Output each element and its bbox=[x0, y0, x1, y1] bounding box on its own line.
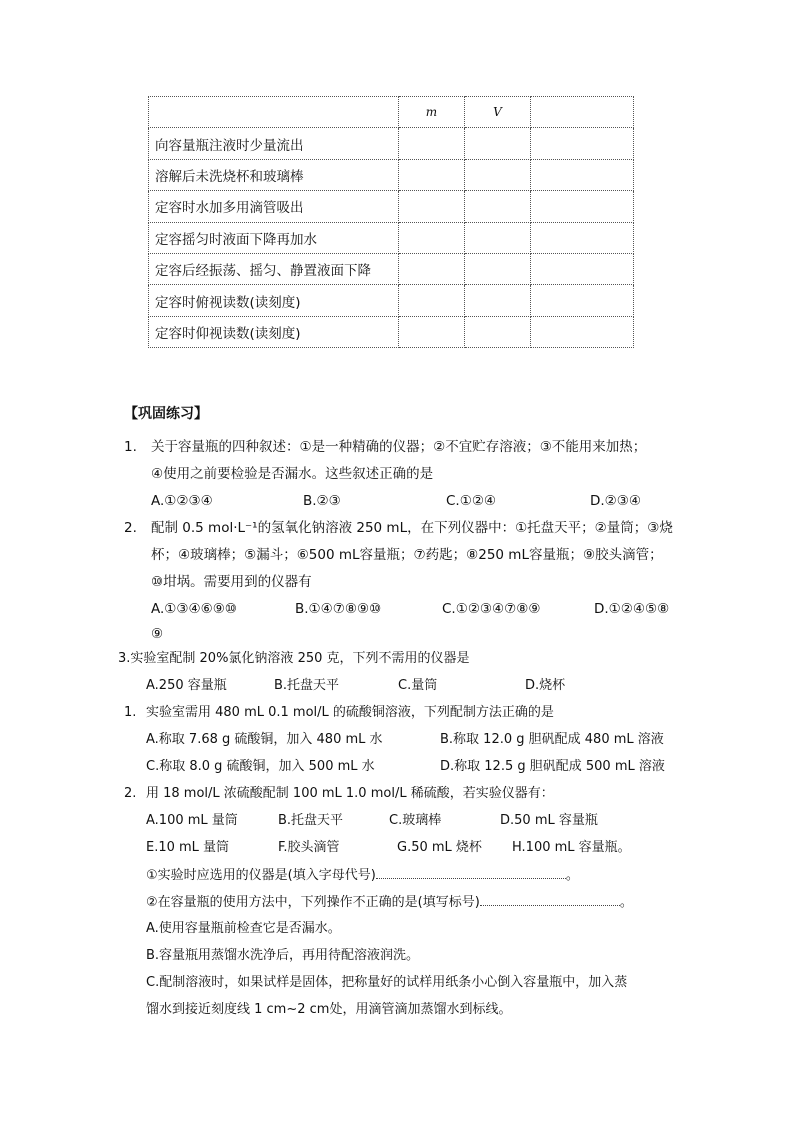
table-cell bbox=[465, 253, 531, 284]
option-f: F.胶头滴管 bbox=[278, 840, 340, 855]
error-analysis-table bbox=[148, 96, 634, 348]
table-header-cell bbox=[149, 97, 399, 128]
table-header-v: V bbox=[465, 97, 531, 128]
table-header-cell bbox=[531, 97, 634, 128]
table-row-label: 定容时仰视读数(读刻度) bbox=[149, 316, 399, 347]
question-number: 1. bbox=[124, 439, 137, 455]
table-row-label: 定容时俯视读数(读刻度) bbox=[149, 285, 399, 316]
sub-question-2-end: 。 bbox=[619, 895, 633, 910]
table-cell bbox=[399, 128, 465, 159]
table-row bbox=[149, 285, 634, 316]
option-d: D.②③④ bbox=[590, 493, 641, 509]
table-cell bbox=[531, 253, 634, 284]
option-b: B.称取 12.0 g 胆矾配成 480 mL 溶液 bbox=[440, 732, 664, 747]
question-number: 2. bbox=[124, 520, 137, 536]
option-a: A.250 容量瓶 bbox=[146, 678, 227, 693]
table-row bbox=[149, 316, 634, 347]
table-header-row bbox=[149, 97, 634, 128]
option-h: H.100 mL 容量瓶。 bbox=[512, 840, 631, 855]
table-cell bbox=[399, 159, 465, 190]
table-cell bbox=[465, 316, 531, 347]
option-c: C.量筒 bbox=[398, 678, 438, 693]
table-row bbox=[149, 191, 634, 222]
question-number: 2. bbox=[124, 786, 137, 801]
option-a: A.100 mL 量筒 bbox=[146, 813, 238, 828]
option-e: E.10 mL 量筒 bbox=[146, 840, 230, 855]
table-cell bbox=[465, 191, 531, 222]
question-number: 1. bbox=[124, 705, 137, 720]
table-cell bbox=[465, 222, 531, 253]
option-a: A.①②③④ bbox=[151, 493, 213, 509]
sub-question-2 bbox=[146, 893, 633, 912]
table-cell bbox=[531, 159, 634, 190]
table-cell bbox=[531, 285, 634, 316]
option-d: D.50 mL 容量瓶 bbox=[500, 813, 598, 828]
table-cell bbox=[531, 316, 634, 347]
option-c: C.配制溶液时，如果试样是固体，把称量好的试样用纸条小心倒入容量瓶中，加入蒸 bbox=[146, 975, 628, 990]
table-cell bbox=[531, 222, 634, 253]
question-text: 杯；④玻璃棒；⑤漏斗；⑥500 mL容量瓶；⑦药匙；⑧250 mL容量瓶；⑨胶头滴管； bbox=[151, 547, 663, 563]
table-cell bbox=[465, 159, 531, 190]
option-c-continued: 馏水到接近刻度线 1 cm~2 cm处，用滴管滴加蒸馏水到标线。 bbox=[146, 1002, 512, 1017]
table-row bbox=[149, 159, 634, 190]
option-c: C.称取 8.0 g 硫酸铜，加入 500 mL 水 bbox=[146, 759, 375, 774]
question-text: 关于容量瓶的四种叙述：①是一种精确的仪器；②不宜贮存溶液；③不能用来加热； bbox=[151, 439, 647, 455]
option-d: D.烧杯 bbox=[525, 678, 566, 693]
option-c: C.①②④ bbox=[446, 493, 497, 509]
answer-blank-2[interactable] bbox=[480, 893, 620, 906]
table-row bbox=[149, 128, 634, 159]
table-cell bbox=[399, 222, 465, 253]
table-header-m: m bbox=[399, 97, 465, 128]
option-c: C.玻璃棒 bbox=[389, 813, 442, 828]
table-row-label: 定容后经振荡、摇匀、静置液面下降 bbox=[149, 253, 399, 284]
answer-blank-1[interactable] bbox=[376, 866, 566, 879]
table-cell bbox=[465, 285, 531, 316]
table-row-label: 定容时水加多用滴管吸出 bbox=[149, 191, 399, 222]
table-row-label: 溶解后未洗烧杯和玻璃棒 bbox=[149, 159, 399, 190]
sub-question-2-text: ②在容量瓶的使用方法中，下列操作不正确的是(填写标号) bbox=[146, 895, 480, 910]
option-b: B.①④⑦⑧⑨⑩ bbox=[295, 601, 382, 617]
option-b: B.托盘天平 bbox=[278, 813, 344, 828]
option-b: B.容量瓶用蒸馏水洗净后，再用待配溶液润洗。 bbox=[146, 948, 420, 963]
question-text: 实验室需用 480 mL 0.1 mol/L 的硫酸铜溶液，下列配制方法正确的是 bbox=[146, 705, 554, 720]
question-text: 用 18 mol/L 浓硫酸配制 100 mL 1.0 mol/L 稀硫酸，若实验仪器有： bbox=[146, 786, 554, 801]
question-text: 3.实验室配制 20%氯化钠溶液 250 克，下列不需用的仪器是 bbox=[118, 651, 470, 666]
option-g: G.50 mL 烧杯 bbox=[397, 840, 482, 855]
section-title: 【巩固练习】 bbox=[124, 406, 208, 422]
table-cell bbox=[399, 253, 465, 284]
option-a: A.称取 7.68 g 硫酸铜，加入 480 mL 水 bbox=[146, 732, 383, 747]
question-text: ④使用之前要检验是否漏水。这些叙述正确的是 bbox=[151, 466, 434, 482]
table-cell bbox=[399, 191, 465, 222]
option-d: D.称取 12.5 g 胆矾配成 500 mL 溶液 bbox=[440, 759, 665, 774]
option-b: B.②③ bbox=[303, 493, 341, 509]
question-text: ⑩坩埚。需要用到的仪器有 bbox=[151, 574, 312, 590]
table-cell bbox=[399, 316, 465, 347]
table-cell bbox=[399, 285, 465, 316]
sub-question-1-text: ①实验时应选用的仪器是(填入字母代号) bbox=[146, 868, 376, 883]
option-d-wrap: ⑨ bbox=[151, 626, 164, 642]
table-cell bbox=[531, 128, 634, 159]
sub-question-1 bbox=[146, 866, 579, 885]
option-c: C.①②③④⑦⑧⑨ bbox=[442, 601, 541, 617]
table-cell bbox=[531, 191, 634, 222]
option-a: A.使用容量瓶前检查它是否漏水。 bbox=[146, 921, 341, 936]
table-cell bbox=[465, 128, 531, 159]
table-row-label: 向容量瓶注液时少量流出 bbox=[149, 128, 399, 159]
table-row-label: 定容摇匀时液面下降再加水 bbox=[149, 222, 399, 253]
sub-question-1-end: 。 bbox=[565, 868, 579, 883]
option-d: D.①②④⑤⑧ bbox=[594, 601, 670, 617]
table-row bbox=[149, 222, 634, 253]
question-text: 配制 0.5 mol·L⁻¹的氢氧化钠溶液 250 mL，在下列仪器中：①托盘天平；②量筒；③烧 bbox=[151, 520, 673, 536]
table-row bbox=[149, 253, 634, 284]
option-a: A.①③④⑥⑨⑩ bbox=[151, 601, 237, 617]
option-b: B.托盘天平 bbox=[274, 678, 340, 693]
